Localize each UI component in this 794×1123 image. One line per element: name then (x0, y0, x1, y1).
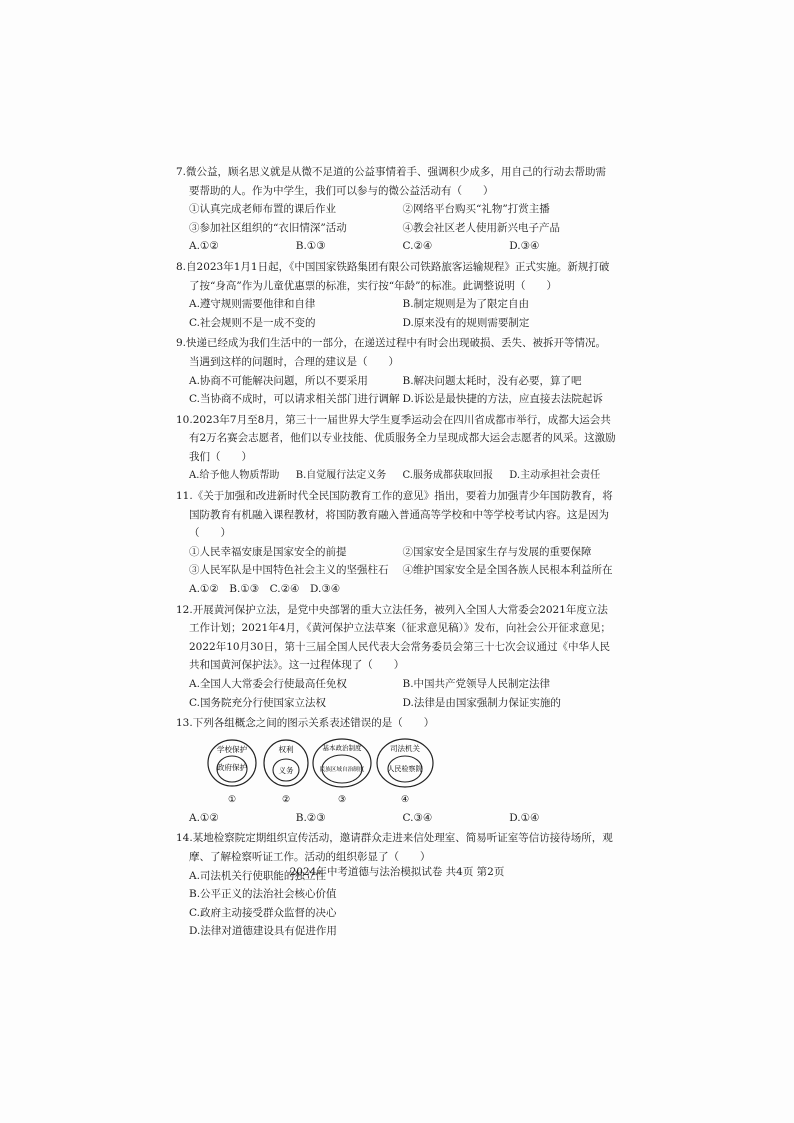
option-a: A.①② (189, 240, 219, 253)
statement: ③人民军队是中国特色社会主义的坚强柱石 (189, 564, 389, 577)
question-list (176, 163, 616, 943)
option-c: C.社会规则不是一成不变的 (189, 316, 316, 329)
statement: ①人民幸福安康是国家安全的前提 (189, 545, 347, 558)
concept-diagram-svg (206, 737, 436, 809)
diagram-3-number: ③ (337, 794, 347, 805)
option-d: D.③④ (509, 240, 540, 253)
statement: ④教会社区老人使用新兴电子产品 (402, 221, 560, 234)
question-stem: 10.2023年7月至8月，第三十一届世界大学生夏季运动会在四川省成都市举行，成都大运会共有2万名赛会志愿者，他们以专业技能、优质服务全力呈现成都大运会志愿者的风采。这激励我们（ ） (176, 413, 616, 463)
diagram-4-outer-label: 司法机关 (390, 743, 420, 753)
page-footer: 2024年中考道德与法治模拟试卷 共4页 第2页 (289, 866, 505, 878)
question-stem: 13.下列各组概念之间的图示关系表述错误的是（ ） (176, 717, 435, 730)
diagram-2 (264, 740, 308, 805)
option-a: A.给予他人物质帮助 (189, 469, 280, 481)
question-12 (176, 601, 616, 713)
option-a: A.协商不可能解决问题，所以不要采用 (189, 374, 368, 387)
option-d: D.①④ (509, 811, 540, 824)
diagram-1-number: ① (227, 794, 237, 805)
question-stem: 9.快递已经成为我们生活中的一部分，在递送过程中有时会出现破损、丢失、被拆开等情况。当遇到这样的问题时，合理的建议是（ ） (176, 337, 607, 368)
question-8 (176, 258, 616, 332)
option-a: A.遵守规则需要他律和自律 (189, 298, 316, 311)
option-a: A.司法机关行使职能的独立性 (189, 869, 326, 882)
option-c: C.服务成都获取回报 (402, 469, 493, 481)
diagram-3 (313, 739, 371, 805)
option-d: D.主动承担社会责任 (509, 469, 601, 481)
diagram-1-inner-label: 政府保护 (217, 762, 247, 772)
question-14 (176, 829, 616, 941)
question-9 (176, 334, 616, 408)
question-stem: 14.某地检察院定期组织宣传活动，邀请群众走进来信处理室、简易听证室等信访接待场所，观摩、了解检察听证工作。活动的组织彰显了（ ） (176, 832, 613, 863)
diagram-2-number: ② (281, 794, 291, 805)
statement: ③参加社区组织的“衣旧情深”活动 (189, 221, 347, 234)
option-b: B.自觉履行法定义务 (295, 469, 387, 481)
diagram-1 (208, 740, 256, 805)
question-stem: 7.微公益，顾名思义就是从微不足道的公益事情着手、强调积少成多，用自己的行动去帮助需要帮助的人。作为中学生，我们可以参与的微公益活动有（ ） (176, 166, 607, 197)
statement: ④维护国家安全是全国各族人民根本利益所在 (402, 564, 613, 577)
question-stem: 12.开展黄河保护立法，是党中央部署的重大立法任务，被列入全国人大常委会2021年度立法工作计划；2021年4月，《黄河保护立法草案（征求意见稿）》发布，向社会公开征求意见；2022年10月30日，第十三届全国人民代表大会常务委员会第三十七次会议通过《中华人民共和国黄河保护法》。这一过程体现了（ ） (176, 603, 611, 672)
option-c: C.国务院充分行使国家立法权 (189, 696, 326, 709)
option-a: A.全国人大常委会行使最高任免权 (189, 678, 347, 691)
option-b: B.制定规则是为了限定自由 (402, 298, 530, 311)
statement: ①认真完成老师布置的课后作业 (189, 203, 336, 216)
option-a: A.①② (189, 811, 219, 824)
question-10 (176, 411, 616, 485)
options-inline: A.①② B.①③ C.②④ D.③④ (189, 583, 341, 596)
option-c: C.政府主动接受群众监督的决心 (189, 906, 337, 919)
question-11 (176, 487, 616, 599)
option-d: D.诉讼是最快捷的方法，应直接去法院起诉 (402, 393, 603, 406)
diagram-2-inner-label: 义务 (278, 765, 294, 775)
option-b: B.公平正义的法治社会核心价值 (189, 888, 337, 901)
statement: ②网络平台购买“礼物”打赏主播 (402, 203, 550, 216)
diagram-1-outer-label: 学校保护 (217, 744, 247, 754)
diagram-4-inner-label: 人民检察院 (387, 764, 423, 773)
option-b: B.②③ (295, 811, 326, 824)
option-c: C.②④ (402, 240, 433, 253)
question-7 (176, 163, 616, 256)
option-d: D.法律对道德建设具有促进作用 (189, 925, 337, 938)
question-13 (176, 714, 616, 827)
option-c: C.当协商不成时，可以请求相关部门进行调解 (189, 393, 400, 406)
option-b: B.中国共产党领导人民制定法律 (402, 678, 551, 691)
option-d: D.原来没有的规则需要制定 (402, 316, 530, 329)
diagram-3-inner-label: 民族区域自治制度 (319, 766, 365, 773)
option-b: B.①③ (295, 240, 326, 253)
option-d: D.法律是由国家强制力保证实施的 (402, 696, 561, 709)
diagram-4 (377, 739, 433, 805)
question-stem: 8.自2023年1月1日起，《中国国家铁路集团有限公司铁路旅客运输规程》正式实施。新规打破了按“身高”作为儿童优惠票的标准，实行按“年龄”的标准。此调整说明（ ） (176, 260, 610, 292)
diagram-3-outer-label: 基本政治制度 (322, 743, 362, 752)
question-stem: 11.《关于加强和改进新时代全民国防教育工作的意见》指出，要着力加强青少年国防教育，将国防教育有机融入课程教材，将国防教育融入普通高等学校和中等学校考试内容。这是因为（ ） (176, 490, 613, 540)
diagram-2-outer-label: 权利 (278, 744, 294, 754)
option-c: C.③④ (402, 811, 433, 824)
diagram-4-number: ④ (400, 794, 410, 805)
statement: ②国家安全是国家生存与发展的重要保障 (402, 545, 592, 558)
concept-diagram (176, 737, 616, 809)
option-b: B.解决问题太耗时，没有必要，算了吧 (402, 374, 582, 387)
